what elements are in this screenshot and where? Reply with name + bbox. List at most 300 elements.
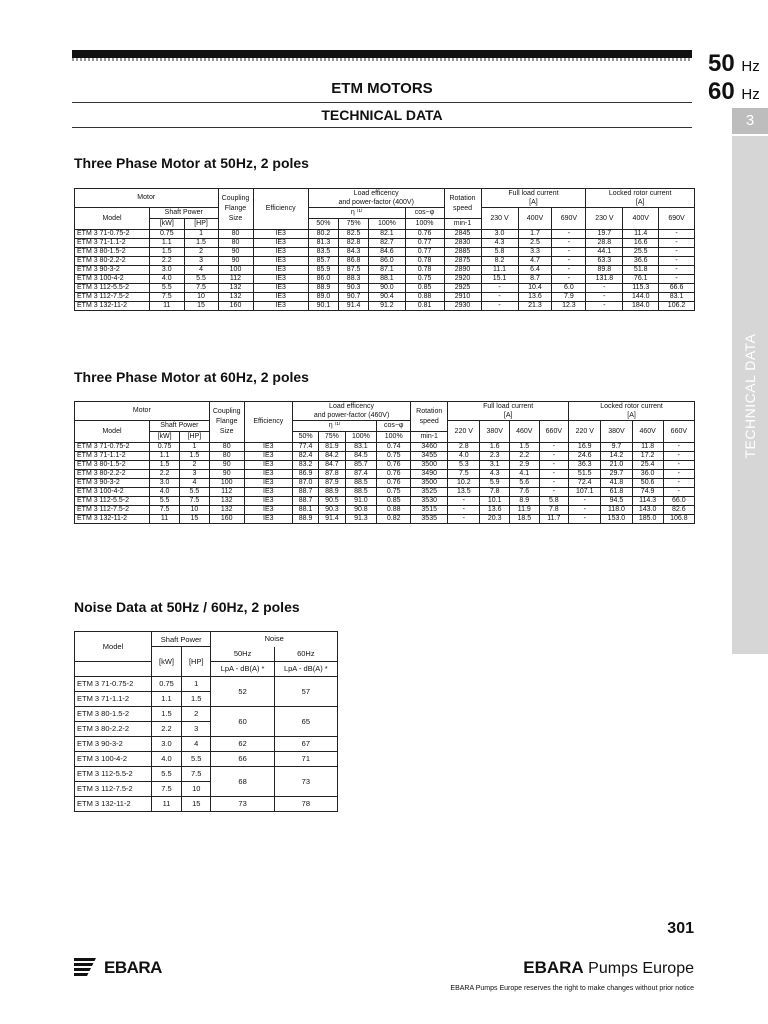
- data-cell: 3515: [411, 506, 448, 515]
- table-row: [75, 239, 695, 248]
- data-cell: 5.9: [480, 479, 510, 488]
- data-cell: 87.8: [319, 470, 345, 479]
- data-cell: 4: [184, 266, 218, 275]
- header-lrc-400: 400V: [623, 208, 659, 230]
- kw-cell: 0.75: [152, 676, 182, 691]
- header-efficiency: Efficiency: [244, 402, 292, 443]
- data-cell: 7.5: [150, 506, 180, 515]
- data-cell: 16.9: [569, 443, 601, 452]
- data-cell: 80: [218, 239, 253, 248]
- data-cell: -: [448, 506, 480, 515]
- data-cell: IE3: [244, 515, 292, 524]
- data-cell: 3525: [411, 488, 448, 497]
- data-cell: 41.8: [601, 479, 632, 488]
- sidebar-tab: [732, 136, 768, 654]
- table-row: [75, 443, 695, 452]
- data-cell: 81.3: [308, 239, 338, 248]
- data-cell: 80: [218, 230, 253, 239]
- data-cell: 131.8: [586, 275, 623, 284]
- header-coupling: Coupling Flange Size: [218, 189, 253, 230]
- data-cell: -: [659, 275, 695, 284]
- data-cell: -: [539, 488, 569, 497]
- table-row: [75, 479, 695, 488]
- hp-cell: 4: [182, 736, 211, 751]
- data-cell: -: [569, 497, 601, 506]
- header-locked-rotor: Locked rotor current [A]: [586, 189, 695, 208]
- model-cell: ETM 3 112-5.5-2: [75, 497, 150, 506]
- data-cell: -: [552, 248, 586, 257]
- data-cell: 72.4: [569, 479, 601, 488]
- data-cell: 184.0: [623, 302, 659, 311]
- data-cell: 2920: [444, 275, 481, 284]
- header-load-efficiency: Load efficency and power-factor (460V): [292, 402, 410, 421]
- data-cell: 0.77: [405, 239, 444, 248]
- model-cell: ETM 3 132-11-2: [75, 302, 150, 311]
- data-cell: 2: [184, 248, 218, 257]
- kw-cell: 7.5: [152, 781, 182, 796]
- data-cell: 11: [150, 515, 180, 524]
- data-cell: 3: [184, 257, 218, 266]
- data-cell: 11.8: [632, 443, 663, 452]
- frequency-60: 60 Hz: [708, 78, 760, 105]
- data-cell: 84.7: [319, 461, 345, 470]
- model-cell: ETM 3 80-2.2-2: [75, 721, 152, 736]
- data-cell: 82.5: [339, 230, 369, 239]
- footer-notice: EBARA Pumps Europe reserves the right to make changes without prior notice: [450, 985, 694, 992]
- data-cell: 20.3: [480, 515, 510, 524]
- table-row: [75, 488, 695, 497]
- data-cell: -: [586, 284, 623, 293]
- model-cell: ETM 3 112-7.5-2: [75, 293, 150, 302]
- header-50pct: 50%: [292, 432, 318, 443]
- model-cell: ETM 3 112-5.5-2: [75, 284, 150, 293]
- data-cell: 36.3: [569, 461, 601, 470]
- data-cell: -: [663, 452, 694, 461]
- data-cell: -: [659, 248, 695, 257]
- header-flc-220: 220 V: [448, 421, 480, 443]
- data-cell: 118.0: [601, 506, 632, 515]
- data-cell: 10.2: [448, 479, 480, 488]
- data-cell: 2.2: [150, 470, 180, 479]
- data-cell: 2890: [444, 266, 481, 275]
- data-cell: -: [539, 443, 569, 452]
- data-cell: IE3: [253, 293, 308, 302]
- data-cell: 82.1: [369, 230, 405, 239]
- data-cell: -: [586, 293, 623, 302]
- model-cell: ETM 3 90-3-2: [75, 479, 150, 488]
- data-cell: IE3: [253, 230, 308, 239]
- data-cell: 21.0: [601, 461, 632, 470]
- data-cell: 144.0: [623, 293, 659, 302]
- data-cell: 1.1: [150, 452, 180, 461]
- header-hp: [HP]: [182, 647, 211, 677]
- data-cell: -: [539, 479, 569, 488]
- data-cell: 88.3: [339, 275, 369, 284]
- data-cell: 8.2: [481, 257, 518, 266]
- data-cell: 88.7: [292, 488, 318, 497]
- data-cell: 84.3: [339, 248, 369, 257]
- data-cell: 5.8: [539, 497, 569, 506]
- header-flc-660: 660V: [539, 421, 569, 443]
- data-cell: 91.4: [339, 302, 369, 311]
- kw-cell: 4.0: [152, 751, 182, 766]
- data-cell: -: [663, 488, 694, 497]
- data-cell: 10: [180, 506, 210, 515]
- noise-50hz-cell: 60: [211, 706, 274, 736]
- data-cell: -: [481, 302, 518, 311]
- data-cell: 7.9: [552, 293, 586, 302]
- data-cell: 87.9: [319, 479, 345, 488]
- header-full-load: Full load current [A]: [481, 189, 586, 208]
- model-cell: ETM 3 71-1.1-2: [75, 452, 150, 461]
- page-number: 301: [667, 920, 694, 937]
- header-locked-rotor: Locked rotor current [A]: [569, 402, 695, 421]
- data-cell: 10.1: [480, 497, 510, 506]
- data-cell: 91.0: [345, 497, 377, 506]
- data-cell: 100: [209, 479, 244, 488]
- data-cell: 90: [218, 248, 253, 257]
- data-cell: 5.3: [448, 461, 480, 470]
- noise-50hz-cell: 62: [211, 736, 274, 751]
- data-cell: 0.88: [377, 506, 411, 515]
- data-cell: 4.0: [150, 275, 185, 284]
- section-number: 3: [732, 108, 768, 134]
- data-cell: 114.3: [632, 497, 663, 506]
- data-cell: 160: [218, 302, 253, 311]
- data-cell: 83.1: [659, 293, 695, 302]
- noise-50hz-cell: 68: [211, 766, 274, 796]
- data-cell: 1: [184, 230, 218, 239]
- data-cell: 5.6: [510, 479, 540, 488]
- data-cell: -: [448, 515, 480, 524]
- data-cell: 91.4: [319, 515, 345, 524]
- data-cell: 86.0: [308, 275, 338, 284]
- data-cell: 88.9: [292, 515, 318, 524]
- header-rpm: min-1: [444, 219, 481, 230]
- data-cell: 28.8: [586, 239, 623, 248]
- data-cell: 1.5: [184, 239, 218, 248]
- header-cos: cos−φ: [405, 208, 444, 219]
- data-cell: IE3: [253, 248, 308, 257]
- data-cell: 5.5: [150, 284, 185, 293]
- header-model: Model: [75, 421, 150, 443]
- data-cell: 2875: [444, 257, 481, 266]
- data-cell: 66.0: [663, 497, 694, 506]
- data-cell: 86.8: [339, 257, 369, 266]
- data-cell: 16.6: [623, 239, 659, 248]
- table-row: [75, 497, 695, 506]
- data-cell: 2.8: [448, 443, 480, 452]
- data-cell: IE3: [244, 470, 292, 479]
- data-cell: 83.2: [292, 461, 318, 470]
- data-cell: 2.2: [510, 452, 540, 461]
- data-cell: 90.1: [308, 302, 338, 311]
- data-cell: 11.7: [539, 515, 569, 524]
- data-cell: 91.3: [345, 515, 377, 524]
- model-cell: ETM 3 71-1.1-2: [75, 239, 150, 248]
- data-cell: -: [663, 479, 694, 488]
- model-cell: ETM 3 100-4-2: [75, 488, 150, 497]
- subtitle-rule: [72, 127, 692, 128]
- header-motor: Motor: [75, 402, 210, 421]
- data-cell: 88.9: [319, 488, 345, 497]
- data-cell: IE3: [253, 257, 308, 266]
- table-row: [75, 766, 338, 781]
- data-cell: 0.75: [377, 452, 411, 461]
- data-cell: -: [552, 230, 586, 239]
- data-cell: 100: [218, 266, 253, 275]
- header-flc-380: 380V: [480, 421, 510, 443]
- model-cell: ETM 3 71-0.75-2: [75, 676, 152, 691]
- kw-cell: 3.0: [152, 736, 182, 751]
- data-cell: 115.3: [623, 284, 659, 293]
- data-cell: 0.75: [150, 443, 180, 452]
- table-row: [75, 751, 338, 766]
- data-cell: IE3: [244, 506, 292, 515]
- data-cell: 88.9: [308, 284, 338, 293]
- table-row: [75, 736, 338, 751]
- data-cell: 11: [150, 302, 185, 311]
- data-cell: 106.8: [663, 515, 694, 524]
- data-cell: 7.5: [180, 497, 210, 506]
- data-cell: 0.74: [377, 443, 411, 452]
- motor-50hz-table: [74, 188, 695, 311]
- data-cell: -: [539, 461, 569, 470]
- data-cell: 2845: [444, 230, 481, 239]
- kw-cell: 2.2: [152, 721, 182, 736]
- data-cell: 90.0: [369, 284, 405, 293]
- header-cos: cos−φ: [377, 421, 411, 432]
- data-cell: IE3: [244, 443, 292, 452]
- header-load-efficiency: Load efficency and power-factor (400V): [308, 189, 444, 208]
- data-cell: 8.9: [510, 497, 540, 506]
- data-cell: 90: [209, 470, 244, 479]
- model-cell: ETM 3 71-0.75-2: [75, 230, 150, 239]
- data-cell: 160: [209, 515, 244, 524]
- data-cell: 6.0: [552, 284, 586, 293]
- header-hp: [HP]: [184, 219, 218, 230]
- header-model: Model: [75, 208, 150, 230]
- header-cos-100pct: 100%: [405, 219, 444, 230]
- data-cell: 86.0: [369, 257, 405, 266]
- data-cell: 4.3: [480, 470, 510, 479]
- data-cell: -: [586, 302, 623, 311]
- data-cell: IE3: [244, 461, 292, 470]
- data-cell: 24.6: [569, 452, 601, 461]
- data-cell: 0.85: [377, 497, 411, 506]
- data-cell: 0.77: [405, 248, 444, 257]
- model-cell: ETM 3 80-1.5-2: [75, 461, 150, 470]
- header-rotation: Rotation speed: [411, 402, 448, 432]
- header-100pct: 100%: [369, 219, 405, 230]
- data-cell: 4.0: [150, 488, 180, 497]
- kw-cell: 5.5: [152, 766, 182, 781]
- data-cell: -: [481, 284, 518, 293]
- header-lrc-660: 660V: [663, 421, 694, 443]
- data-cell: IE3: [244, 488, 292, 497]
- data-cell: 2885: [444, 248, 481, 257]
- data-cell: 0.76: [377, 470, 411, 479]
- brand-name: EBARA Pumps Europe: [523, 958, 694, 977]
- data-cell: 88.5: [345, 479, 377, 488]
- data-cell: 51.8: [623, 266, 659, 275]
- model-cell: ETM 3 90-3-2: [75, 266, 150, 275]
- data-cell: 80.2: [308, 230, 338, 239]
- header-efficiency: Efficiency: [253, 189, 308, 230]
- noise-50hz-cell: 52: [211, 676, 274, 706]
- data-cell: 4.7: [518, 257, 552, 266]
- table-row: [75, 293, 695, 302]
- data-cell: 5.5: [184, 275, 218, 284]
- header-full-load: Full load current [A]: [448, 402, 569, 421]
- data-cell: 51.5: [569, 470, 601, 479]
- kw-cell: 11: [152, 796, 182, 811]
- table-row: [75, 706, 338, 721]
- data-cell: 91.2: [369, 302, 405, 311]
- model-cell: ETM 3 132-11-2: [75, 515, 150, 524]
- data-cell: 1.5: [150, 461, 180, 470]
- header-lrc-230: 230 V: [586, 208, 623, 230]
- sidebar-tab-label: TECHNICAL DATA: [742, 333, 758, 459]
- data-cell: 13.6: [480, 506, 510, 515]
- data-cell: 29.7: [601, 470, 632, 479]
- data-cell: 0.75: [405, 275, 444, 284]
- data-cell: -: [569, 515, 601, 524]
- data-cell: 19.7: [586, 230, 623, 239]
- data-cell: 3.0: [150, 266, 185, 275]
- data-cell: -: [659, 266, 695, 275]
- data-cell: 88.1: [292, 506, 318, 515]
- data-cell: -: [659, 239, 695, 248]
- data-cell: 25.4: [632, 461, 663, 470]
- header-model: Model: [75, 632, 152, 662]
- noise-50hz-cell: 73: [211, 796, 274, 811]
- data-cell: 87.1: [369, 266, 405, 275]
- hp-cell: 10: [182, 781, 211, 796]
- data-cell: 132: [209, 506, 244, 515]
- data-cell: -: [659, 257, 695, 266]
- data-cell: 3500: [411, 461, 448, 470]
- data-cell: 3.1: [480, 461, 510, 470]
- data-cell: 2925: [444, 284, 481, 293]
- data-cell: 89.8: [586, 266, 623, 275]
- data-cell: IE3: [253, 239, 308, 248]
- data-cell: 44.1: [586, 248, 623, 257]
- table-row: [75, 275, 695, 284]
- data-cell: 7.6: [510, 488, 540, 497]
- header-flc-460: 460V: [510, 421, 540, 443]
- header-60hz: 60Hz: [274, 647, 337, 662]
- data-cell: -: [659, 230, 695, 239]
- data-cell: 3.0: [481, 230, 518, 239]
- data-cell: 4: [180, 479, 210, 488]
- data-cell: 1.5: [180, 452, 210, 461]
- header-lrc-690: 690V: [659, 208, 695, 230]
- data-cell: 3490: [411, 470, 448, 479]
- data-cell: -: [552, 257, 586, 266]
- data-cell: 143.0: [632, 506, 663, 515]
- data-cell: 83.1: [345, 443, 377, 452]
- hp-cell: 3: [182, 721, 211, 736]
- table-row: [75, 515, 695, 524]
- table-row: [75, 461, 695, 470]
- hp-cell: 15: [182, 796, 211, 811]
- header-lrc-460: 460V: [632, 421, 663, 443]
- data-cell: IE3: [244, 452, 292, 461]
- header-50pct: 50%: [308, 219, 338, 230]
- header-bar-hatch: [72, 58, 692, 61]
- data-cell: 85.9: [308, 266, 338, 275]
- table-row: [75, 676, 338, 691]
- data-cell: 82.7: [369, 239, 405, 248]
- model-cell: ETM 3 90-3-2: [75, 736, 152, 751]
- data-cell: 2.9: [510, 461, 540, 470]
- data-cell: 82.8: [339, 239, 369, 248]
- data-cell: 77.4: [292, 443, 318, 452]
- data-cell: 13.5: [448, 488, 480, 497]
- data-cell: 3535: [411, 515, 448, 524]
- data-cell: 3500: [411, 479, 448, 488]
- data-cell: 85.7: [345, 461, 377, 470]
- data-cell: 1.7: [518, 230, 552, 239]
- section-noise-title: Noise Data at 50Hz / 60Hz, 2 poles: [74, 599, 300, 615]
- data-cell: 11.4: [623, 230, 659, 239]
- data-cell: 13.6: [518, 293, 552, 302]
- data-cell: 15.1: [481, 275, 518, 284]
- data-cell: IE3: [253, 275, 308, 284]
- data-cell: 7.5: [150, 293, 185, 302]
- header-rpm: min-1: [411, 432, 448, 443]
- data-cell: IE3: [244, 479, 292, 488]
- section-50hz-title: Three Phase Motor at 50Hz, 2 poles: [74, 155, 309, 171]
- data-cell: 185.0: [632, 515, 663, 524]
- header-flc-690: 690V: [552, 208, 586, 230]
- data-cell: 87.0: [292, 479, 318, 488]
- noise-60hz-cell: 73: [274, 766, 337, 796]
- data-cell: 50.6: [632, 479, 663, 488]
- data-cell: 0.75: [377, 488, 411, 497]
- data-cell: 90.4: [369, 293, 405, 302]
- header-flc-230: 230 V: [481, 208, 518, 230]
- data-cell: 76.1: [623, 275, 659, 284]
- data-cell: 90.8: [345, 506, 377, 515]
- data-cell: 7.8: [480, 488, 510, 497]
- hp-cell: 2: [182, 706, 211, 721]
- data-cell: 82.6: [663, 506, 694, 515]
- data-cell: 2.2: [150, 257, 185, 266]
- data-cell: 3.0: [150, 479, 180, 488]
- noise-60hz-cell: 71: [274, 751, 337, 766]
- data-cell: 36.0: [632, 470, 663, 479]
- header-lrc-220: 220 V: [569, 421, 601, 443]
- data-cell: -: [663, 461, 694, 470]
- table-row: [75, 506, 695, 515]
- header-flc-400: 400V: [518, 208, 552, 230]
- data-cell: 0.76: [377, 461, 411, 470]
- ebara-logo-icon: [72, 952, 100, 980]
- data-cell: 18.5: [510, 515, 540, 524]
- data-cell: -: [552, 239, 586, 248]
- noise-50hz-cell: 66: [211, 751, 274, 766]
- header-50hz: 50Hz: [211, 647, 274, 662]
- data-cell: 90.7: [339, 293, 369, 302]
- data-cell: IE3: [244, 497, 292, 506]
- data-cell: -: [539, 452, 569, 461]
- header-kw: [kW]: [152, 647, 182, 677]
- data-cell: -: [663, 470, 694, 479]
- table-row: [75, 284, 695, 293]
- data-cell: 80: [209, 452, 244, 461]
